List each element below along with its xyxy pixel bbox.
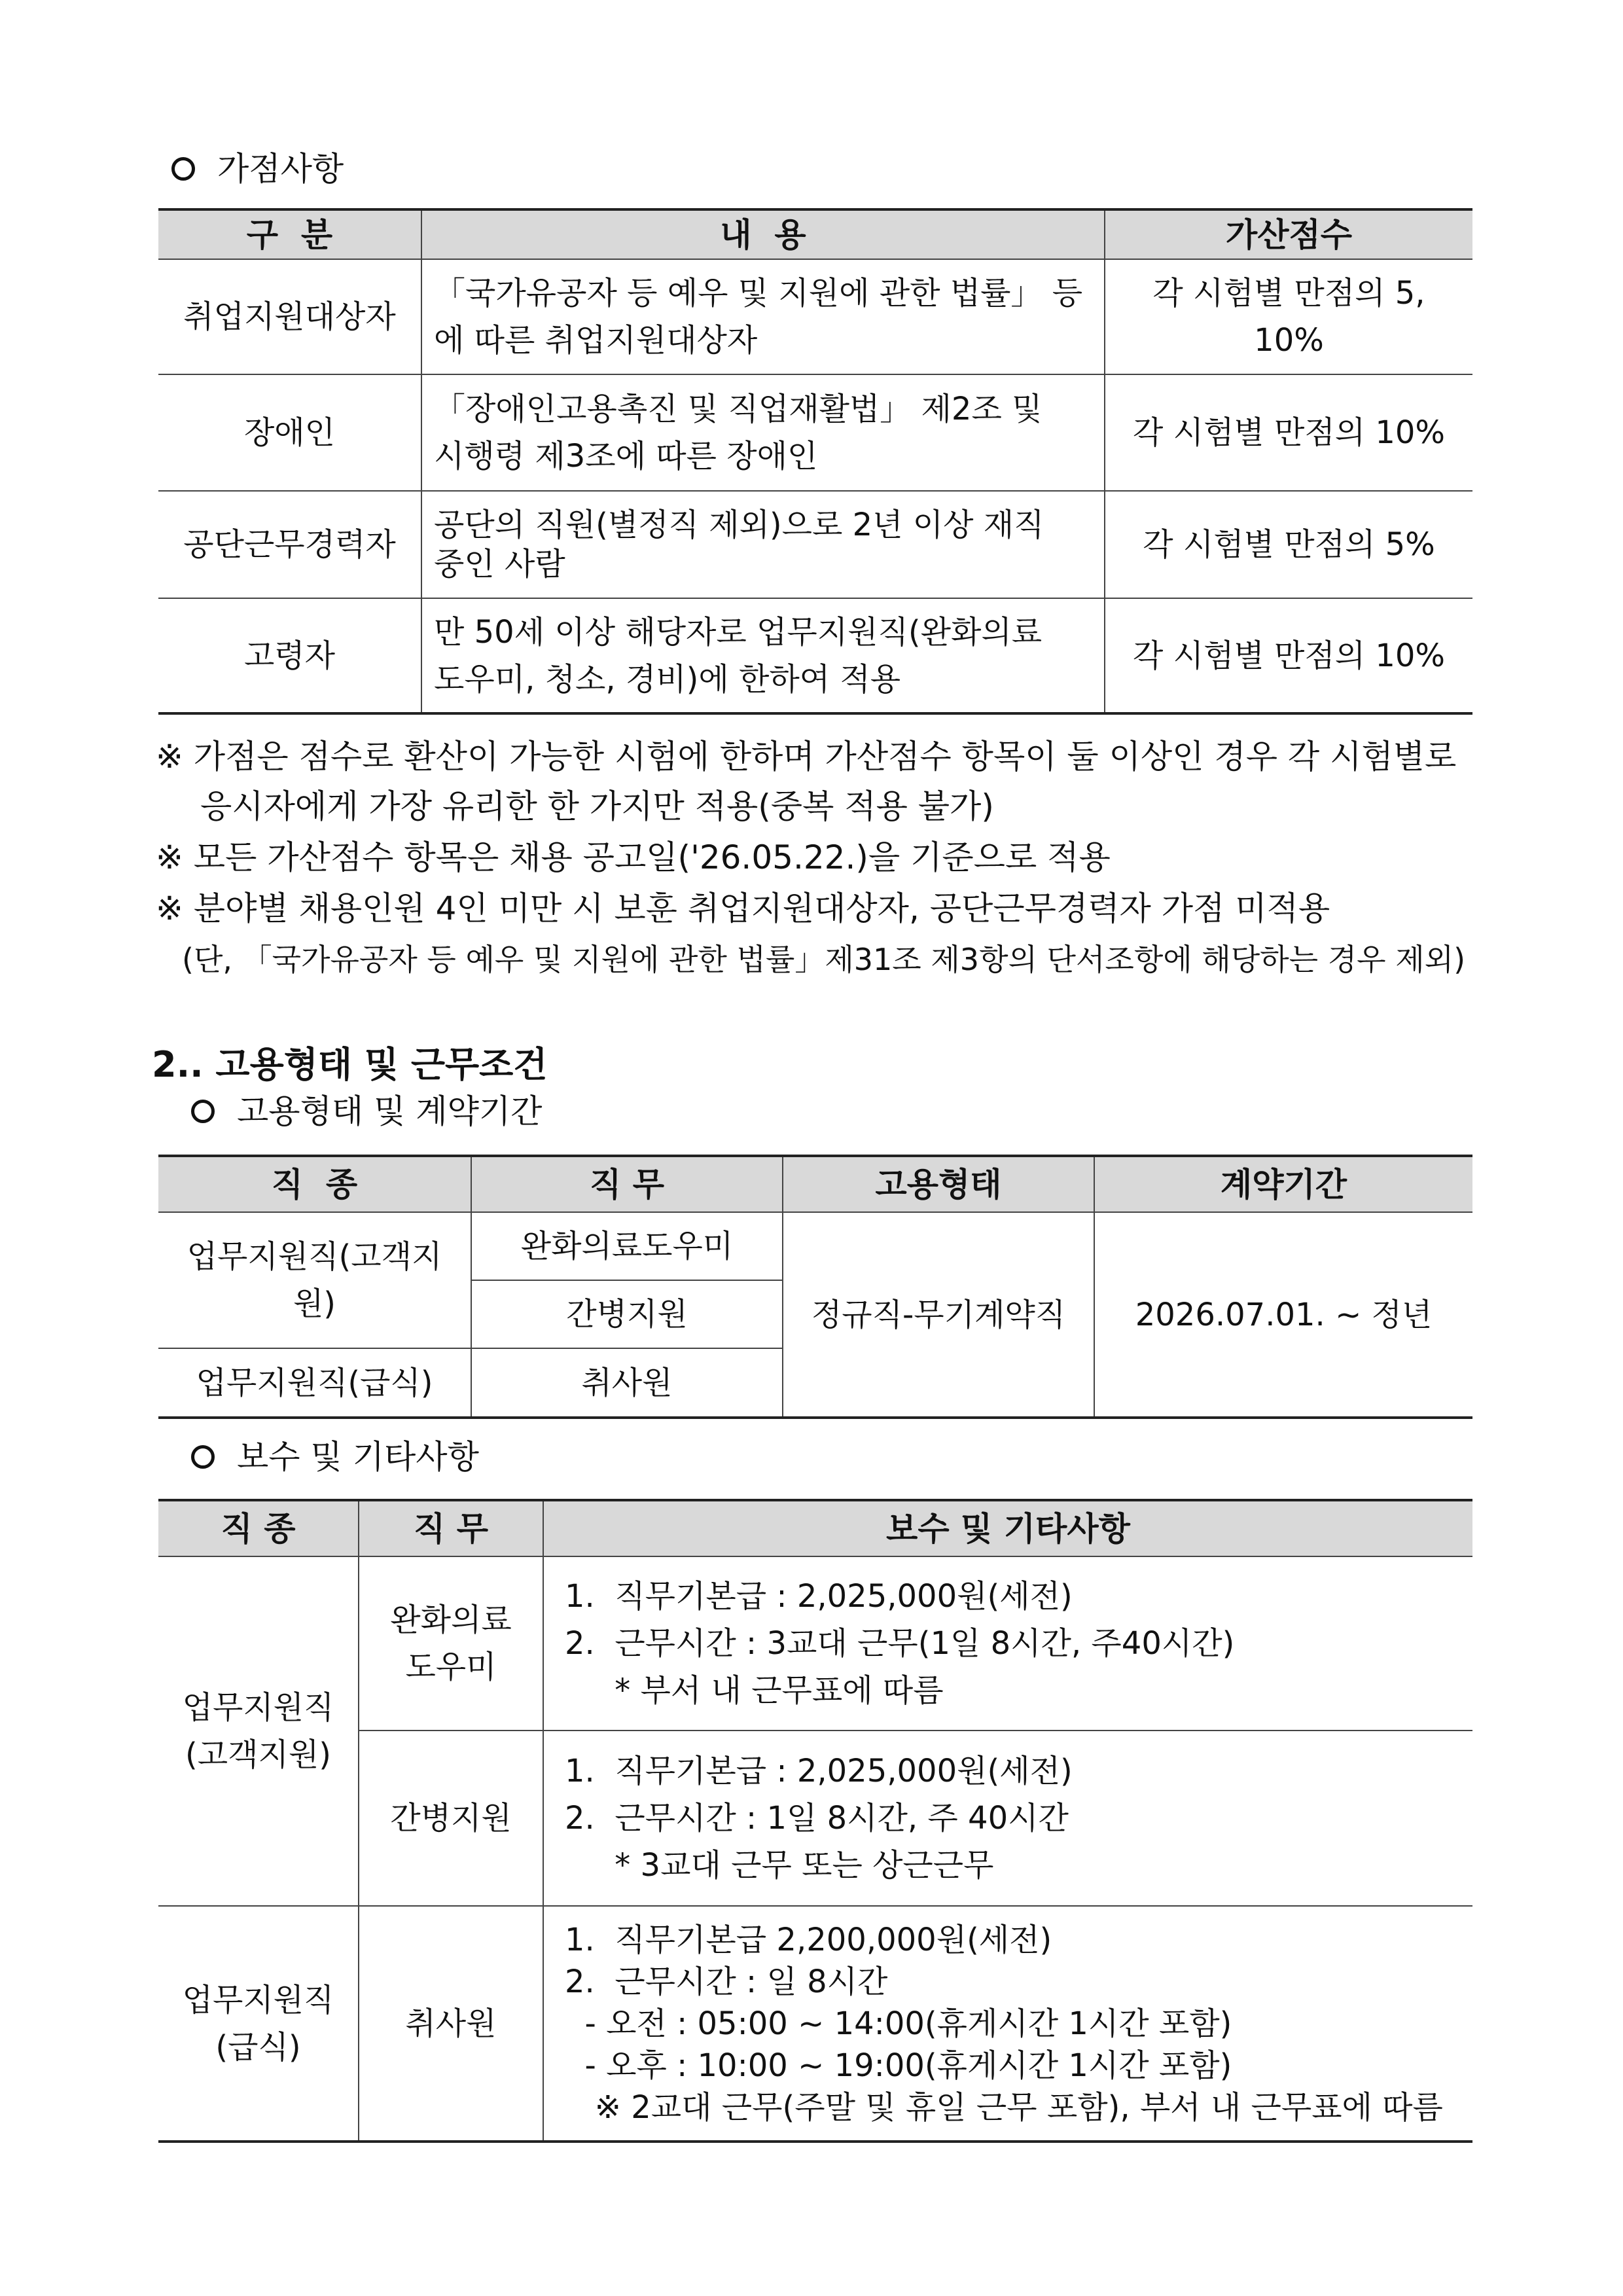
detail-line: 2. 근무시간 : 1일 8시간, 주 40시간 <box>565 1800 1069 1837</box>
category-cell: 장애인 <box>158 374 421 491</box>
circle-bullet-icon <box>191 1100 215 1123</box>
header-score: 가산점수 <box>1105 209 1472 259</box>
content-line: 「장애인고용촉진 및 직업재활법」 제2조 및 <box>434 391 1043 427</box>
note-line: ※ 가점은 점수로 환산이 가능한 시험에 한하며 가산점수 항목이 둘 이상인 경우 각 시험별로 <box>156 738 1457 776</box>
duty-cell: 완화의료도우미 <box>471 1212 783 1280</box>
duty-cell: 취사원 <box>359 1906 543 2142</box>
table-header-row <box>158 1500 1472 1556</box>
content-line: 시행령 제3조에 따른 장애인 <box>434 438 818 475</box>
detail-line: 2. 근무시간 : 일 8시간 <box>565 1963 888 2000</box>
pay-table <box>158 1499 1472 2143</box>
note-line: (단, 「국가유공자 등 예우 및 지원에 관한 법률」제31조 제3항의 단서조항에 해당하는 경우 제외) <box>182 942 1466 977</box>
content-cell <box>421 598 1105 713</box>
cell-line: (고객지원) <box>185 1736 331 1773</box>
content-line: 도우미, 청소, 경비)에 한하여 적용 <box>434 660 901 698</box>
note-line: ※ 모든 가산점수 항목은 채용 공고일('26.05.22.)을 기준으로 적용 <box>156 838 1111 876</box>
detail-line: ※ 2교대 근무(주말 및 휴일 근무 포함), 부서 내 근무표에 따름 <box>565 2089 1443 2126</box>
pay-heading <box>191 1437 479 1477</box>
content-line: 「국가유공자 등 예우 및 지원에 관한 법률」 등 <box>434 275 1083 312</box>
employment-cell: 정규직-무기계약직 <box>783 1212 1094 1418</box>
table-row <box>158 374 1472 491</box>
note-line: 응시자에게 가장 유리한 한 가지만 적용(중복 적용 불가) <box>200 787 994 825</box>
duty-cell <box>359 1556 543 1731</box>
score-cell: 각 시험별 만점의 10% <box>1105 598 1472 713</box>
table-header-row <box>158 209 1472 259</box>
header-content: 내 용 <box>421 209 1105 259</box>
score-cell: 각 시험별 만점의 10% <box>1105 374 1472 491</box>
bullet-text: 고용형태 및 계약기간 <box>237 1092 543 1130</box>
pay-details-cell <box>543 1556 1472 1731</box>
cell-line: (급식) <box>215 2028 301 2066</box>
header-category: 구 분 <box>158 209 421 259</box>
cell-line: 업무지원직 <box>182 1981 334 2018</box>
table-row <box>158 491 1472 598</box>
duty-cell: 간병지원 <box>471 1280 783 1348</box>
job-type-cell: 업무지원직(고객지원) <box>158 1212 471 1348</box>
content-line: 만 50세 이상 해당자로 업무지원직(완화의료 <box>434 613 1043 651</box>
category-cell: 취업지원대상자 <box>158 259 421 374</box>
circle-bullet-icon <box>171 157 195 181</box>
table-row <box>158 1906 1472 2142</box>
category-cell: 공단근무경력자 <box>158 491 421 598</box>
detail-line: * 부서 내 근무표에 따름 <box>565 1672 944 1709</box>
bullet-text: 보수 및 기타사항 <box>237 1438 479 1476</box>
pay-details-cell <box>543 1906 1472 2142</box>
content-line: 공단의 직원(별정직 제외)으로 2년 이상 재직 <box>434 507 1044 543</box>
job-type-cell: 업무지원직(급식) <box>158 1348 471 1418</box>
content-cell <box>421 259 1105 374</box>
content-line: 에 따른 취업지원대상자 <box>434 322 758 359</box>
detail-line: 1. 직무기본급 2,200,000원(세전) <box>565 1921 1052 1958</box>
duty-cell: 취사원 <box>471 1348 783 1418</box>
table-row <box>158 1212 1472 1280</box>
circle-bullet-icon <box>191 1445 215 1469</box>
bonus-points-heading <box>171 149 344 188</box>
detail-line: * 3교대 근무 또는 상근근무 <box>565 1847 994 1884</box>
table-header-row <box>158 1156 1472 1212</box>
employment-table <box>158 1155 1472 1419</box>
category-cell: 고령자 <box>158 598 421 713</box>
detail-line: - 오후 : 10:00 ~ 19:00(휴게시간 1시간 포함) <box>565 2047 1232 2084</box>
note-line: ※ 분야별 채용인원 4인 미만 시 보훈 취업지원대상자, 공단근무경력자 가점 미적용 <box>156 889 1330 927</box>
content-cell <box>421 491 1105 598</box>
cell-line: 업무지원직 <box>182 1689 334 1726</box>
cell-line: 완화의료 <box>390 1602 512 1638</box>
content-cell <box>421 374 1105 491</box>
header-job-type: 직 종 <box>158 1500 359 1556</box>
header-duty: 직 무 <box>471 1156 783 1212</box>
detail-line: 2. 근무시간 : 3교대 근무(1일 8시간, 주40시간) <box>565 1625 1235 1662</box>
job-type-cell <box>158 1556 359 1906</box>
pay-details-cell <box>543 1731 1472 1906</box>
duty-cell: 간병지원 <box>359 1731 543 1906</box>
period-cell: 2026.07.01. ~ 정년 <box>1094 1212 1472 1418</box>
header-duty: 직 무 <box>359 1500 543 1556</box>
header-period: 계약기간 <box>1094 1156 1472 1212</box>
score-cell: 각 시험별 만점의 5, 10% <box>1105 259 1472 374</box>
table-row <box>158 1556 1472 1731</box>
header-job-type: 직 종 <box>158 1156 471 1212</box>
header-employment: 고용형태 <box>783 1156 1094 1212</box>
cell-line: 도우미 <box>405 1649 497 1685</box>
bonus-points-table <box>158 208 1472 715</box>
table-row <box>158 259 1472 374</box>
detail-line: 1. 직무기본급 : 2,025,000원(세전) <box>565 1578 1073 1615</box>
detail-line: - 오전 : 05:00 ~ 14:00(휴게시간 1시간 포함) <box>565 2005 1232 2042</box>
table-row <box>158 598 1472 713</box>
bullet-text: 가점사항 <box>217 150 344 188</box>
employment-type-heading <box>191 1092 543 1131</box>
content-line: 중인 사람 <box>434 546 565 583</box>
section-title: 2.. 고용형태 및 근무조건 <box>152 1044 548 1085</box>
score-cell: 각 시험별 만점의 5% <box>1105 491 1472 598</box>
detail-line: 1. 직무기본급 : 2,025,000원(세전) <box>565 1753 1073 1789</box>
header-pay: 보수 및 기타사항 <box>543 1500 1472 1556</box>
job-type-cell <box>158 1906 359 2142</box>
